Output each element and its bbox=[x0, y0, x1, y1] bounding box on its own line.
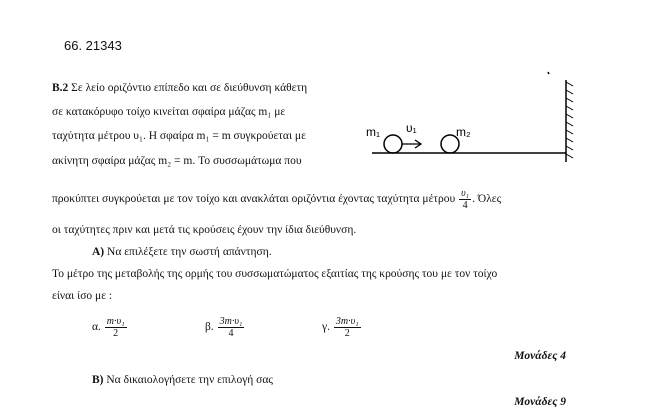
question-line-1: Το μέτρο της μεταβολής της ορμής του συσσωματώματος εξαιτίας της κρούσης του με τον τοίχο bbox=[52, 268, 498, 280]
problem-line-4: ακίνητη σφαίρα μάζας m₂ = m. Το συσσωμάτωμα που bbox=[52, 155, 302, 167]
part-b-header bbox=[92, 374, 273, 386]
part-a-header bbox=[92, 246, 272, 258]
sphere-m1 bbox=[384, 135, 402, 153]
option-c bbox=[322, 316, 362, 339]
option-c-label: γ. bbox=[322, 321, 330, 334]
problem-text-5b: . Όλες bbox=[472, 193, 502, 206]
page-title: 66. 21343 bbox=[64, 38, 122, 53]
collision-figure bbox=[360, 70, 580, 170]
option-a-den: 2 bbox=[113, 328, 119, 339]
problem-line-2: σε κατακόρυφο τοίχο κινείται σφαίρα μάζας m₁ με bbox=[52, 106, 286, 118]
option-c-den: 2 bbox=[344, 328, 350, 339]
problem-line-3: ταχύτητα μέτρου υ₁. Η σφαίρα m₁ = m συγκρούεται με bbox=[52, 130, 306, 142]
part-a-marks: Μονάδες 4 bbox=[514, 350, 566, 362]
option-a-fraction bbox=[105, 316, 127, 339]
part-b-marks: Μονάδες 9 bbox=[514, 396, 566, 408]
wall-hatching bbox=[566, 82, 573, 158]
problem-label: Β.2 bbox=[52, 82, 69, 94]
wall-top-mark bbox=[548, 72, 549, 74]
part-a-label: Α) bbox=[92, 246, 105, 258]
part-b-label: Β) bbox=[92, 374, 104, 386]
speed-fraction bbox=[459, 188, 471, 211]
option-b bbox=[205, 316, 245, 339]
problem-line-6: οι ταχύτητες πριν και μετά τις κρούσεις έχουν την ίδια διεύθυνση. bbox=[52, 224, 357, 236]
label-m1: m₁ bbox=[366, 125, 381, 139]
part-b-instruction: Να δικαιολογήσετε την επιλογή σας bbox=[106, 374, 273, 386]
speed-fraction-den: 4 bbox=[462, 200, 468, 211]
option-a-num: m·υ₁ bbox=[106, 316, 125, 327]
option-b-label: β. bbox=[205, 321, 214, 334]
problem-line-5 bbox=[52, 188, 501, 211]
problem-line-1 bbox=[52, 82, 307, 94]
speed-fraction-num: υ₁ bbox=[461, 188, 470, 199]
problem-text-5a: προκύπτει συγκρούεται με τον τοίχο και ανακλάται οριζόντια έχοντας ταχύτητα μέτρου bbox=[52, 193, 456, 206]
label-m2: m₂ bbox=[456, 125, 471, 139]
option-b-den: 4 bbox=[228, 328, 234, 339]
option-a-label: α. bbox=[92, 321, 101, 334]
option-b-fraction bbox=[218, 316, 245, 339]
part-a-instruction: Να επιλέξετε την σωστή απάντηση. bbox=[107, 246, 272, 258]
option-b-num: 3m·υ₁ bbox=[219, 316, 243, 327]
question-line-2: είναι ίσο με : bbox=[52, 290, 113, 302]
option-c-fraction bbox=[334, 316, 361, 339]
label-u1: υ₁ bbox=[406, 121, 417, 135]
option-c-num: 3m·υ₁ bbox=[335, 316, 359, 327]
option-a bbox=[92, 316, 128, 339]
problem-text-1: Σε λείο οριζόντιο επίπεδο και σε διεύθυνση κάθετη bbox=[71, 82, 308, 94]
